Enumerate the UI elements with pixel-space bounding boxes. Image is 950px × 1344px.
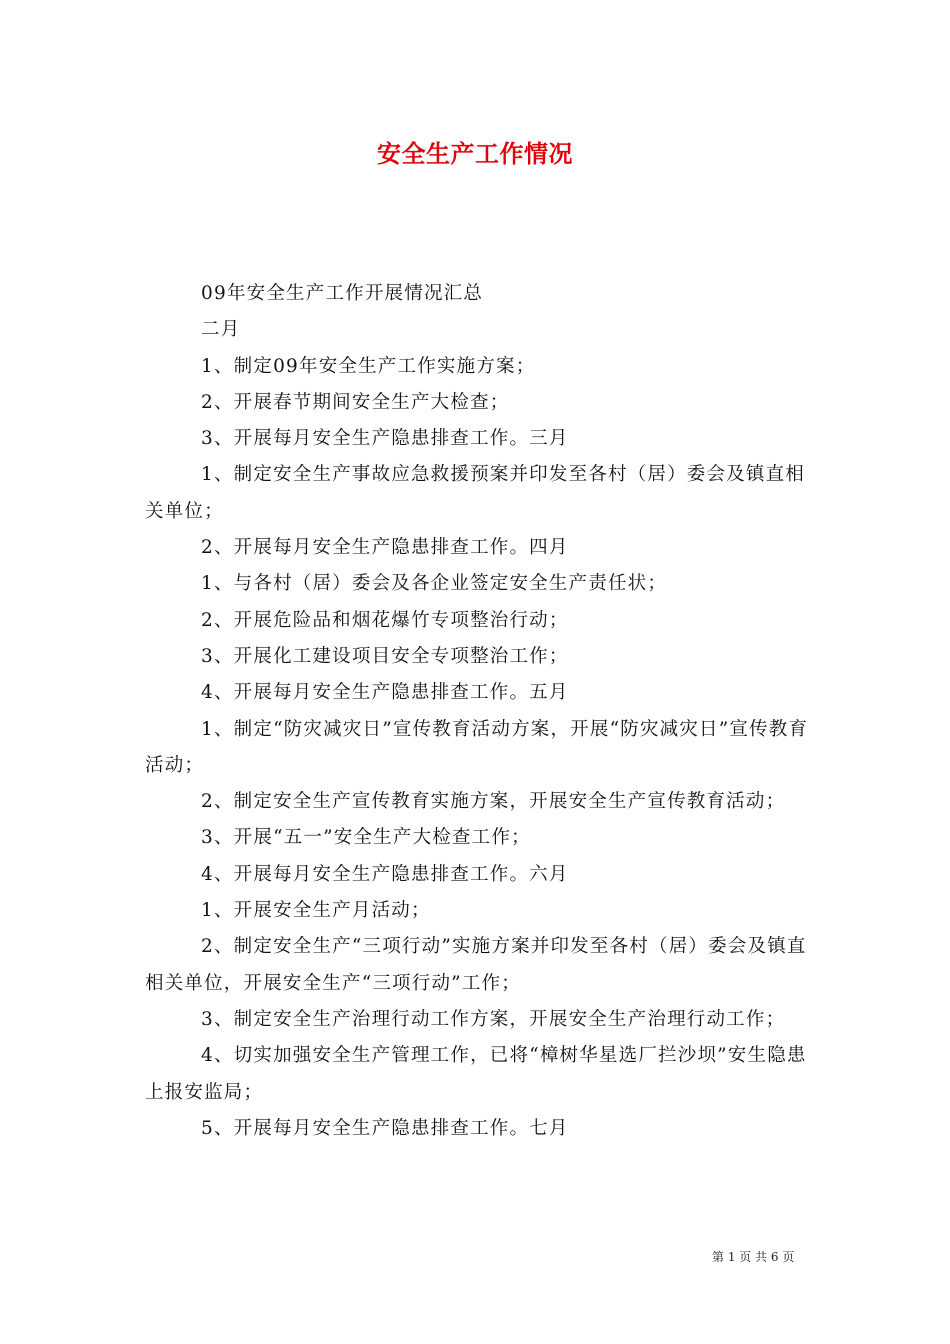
document-title: 安全生产工作情况 bbox=[377, 139, 573, 168]
paragraph: 5、开展每月安全生产隐患排查工作。七月 bbox=[201, 1117, 569, 1139]
paragraph: 1、制定安全生产事故应急救援预案并印发至各村（居）委会及镇直相关单位； bbox=[145, 464, 805, 522]
paragraph: 2、开展每月安全生产隐患排查工作。四月 bbox=[201, 537, 569, 559]
paragraph: 4、切实加强安全生产管理工作，已将“樟树华星选厂拦沙坝”安生隐患上报安监局； bbox=[145, 1045, 807, 1103]
paragraph: 2、制定安全生产“三项行动”实施方案并印发至各村（居）委会及镇直相关单位，开展安全生产“三项行动”工作； bbox=[145, 936, 807, 994]
paragraph: 1、与各村（居）委会及各企业签定安全生产责任状； bbox=[201, 573, 668, 595]
paragraph: 3、制定安全生产治理行动工作方案，开展安全生产治理行动工作； bbox=[201, 1008, 786, 1030]
paragraph: 3、开展“五一”安全生产大检查工作； bbox=[201, 827, 531, 849]
paragraph: 2、开展危险品和烟花爆竹专项整治行动； bbox=[201, 609, 569, 631]
paragraph: 1、制定“防灾减灾日”宣传教育活动方案，开展“防灾减灾日”宣传教育活动； bbox=[145, 718, 809, 776]
paragraph: 4、开展每月安全生产隐患排查工作。五月 bbox=[201, 682, 569, 704]
paragraph: 3、开展每月安全生产隐患排查工作。三月 bbox=[201, 428, 569, 450]
paragraph: 二月 bbox=[201, 319, 241, 341]
paragraph: 2、开展春节期间安全生产大检查； bbox=[201, 391, 510, 413]
paragraph: 4、开展每月安全生产隐患排查工作。六月 bbox=[201, 863, 569, 885]
paragraph: 09年安全生产工作开展情况汇总 bbox=[201, 283, 484, 304]
paragraph: 1、制定09年安全生产工作实施方案； bbox=[201, 355, 536, 377]
paragraph: 1、开展安全生产月活动； bbox=[201, 900, 431, 922]
page-number-footer: 第 1 页 共 6 页 bbox=[712, 1250, 795, 1264]
paragraph: 2、制定安全生产宣传教育实施方案，开展安全生产宣传教育活动； bbox=[201, 791, 786, 813]
paragraph: 3、开展化工建设项目安全专项整治工作； bbox=[201, 645, 569, 667]
document-body bbox=[145, 276, 813, 1147]
